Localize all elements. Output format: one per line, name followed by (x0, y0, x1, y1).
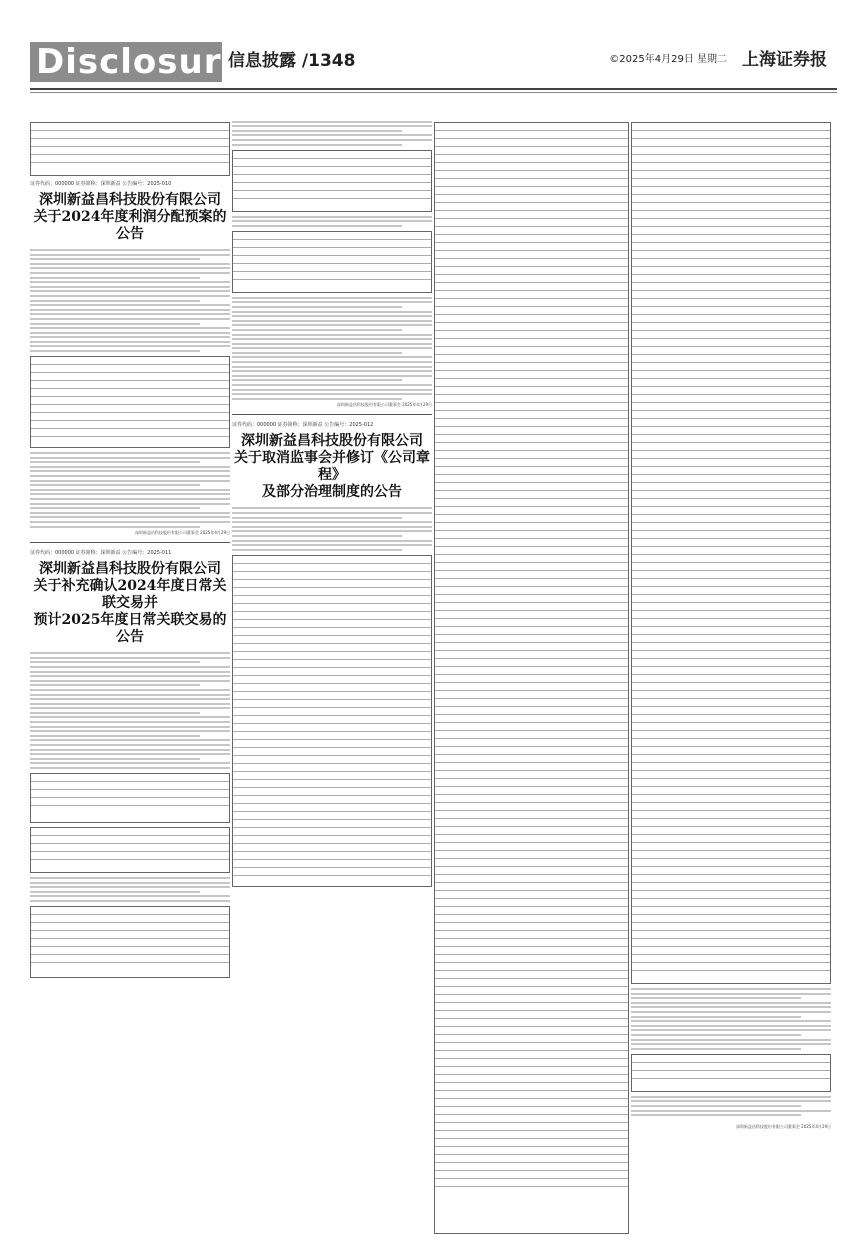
article-body (631, 988, 831, 1050)
article-meta: 证券代码：000000 证券简称：深圳新益 公告编号：2025-010 (30, 181, 172, 187)
article-body (30, 452, 230, 528)
data-table (631, 1054, 831, 1092)
signature: 深圳新益昌科技股份有限公司董事会 2025年4月29日 (134, 530, 230, 536)
data-table (232, 150, 432, 212)
column-2 (232, 118, 432, 891)
divider (232, 414, 432, 415)
data-table (232, 231, 432, 293)
signature: 深圳新益昌科技股份有限公司董事会 2025年4月29日 (336, 402, 432, 408)
amendment-table (232, 555, 432, 887)
amendment-table (434, 122, 629, 1234)
article-title (30, 192, 230, 243)
amendment-table (631, 122, 831, 984)
article-body (631, 1096, 831, 1116)
issue-date: ©2025年4月29日 星期二 (609, 54, 727, 65)
article-body (30, 652, 230, 769)
article-body (30, 249, 230, 352)
data-table (30, 773, 230, 823)
title-line: 深圳新益昌科技股份有限公司 (39, 192, 221, 208)
data-table (30, 356, 230, 448)
article-body (232, 507, 432, 550)
column-1 (30, 118, 230, 982)
section-title: 信息披露 /1348 (228, 51, 356, 71)
divider (30, 542, 230, 543)
signature: 深圳新益昌科技股份有限公司董事会 2025年4月29日 (735, 1124, 831, 1130)
article-body (232, 297, 432, 400)
title-line: 深圳新益昌科技股份有限公司 (241, 433, 423, 450)
title-line: 关于补充确认2024年度日常关联交易并 (33, 578, 227, 612)
title-line: 深圳新益昌科技股份有限公司 (39, 561, 221, 578)
data-table (30, 906, 230, 978)
title-line: 及部分治理制度的公告 (262, 484, 402, 501)
article-meta: 证券代码：000000 证券简称：深圳新益 公告编号：2025-011 (30, 550, 172, 557)
article-title (232, 433, 432, 501)
title-line: 预计2025年度日常关联交易的公告 (33, 612, 227, 646)
header-rule (30, 88, 837, 90)
data-table (30, 827, 230, 873)
title-line: 关于2024年度利润分配预案的公告 (33, 209, 227, 242)
top-table (30, 122, 230, 176)
article-body (30, 877, 230, 902)
page-header (0, 0, 857, 112)
header-rule-thin (30, 92, 837, 93)
column-3 (434, 118, 629, 1238)
article-title (30, 561, 230, 646)
article-body (232, 216, 432, 227)
newspaper-brand: 上海证券报 (742, 50, 827, 70)
article-meta: 证券代码：000000 证券简称：深圳新益 公告编号：2025-012 (232, 422, 374, 429)
column-4 (631, 118, 831, 1130)
disclosure-logo: Disclosure (30, 42, 222, 82)
article-body (232, 121, 432, 146)
title-line: 关于取消监事会并修订《公司章程》 (234, 450, 430, 484)
